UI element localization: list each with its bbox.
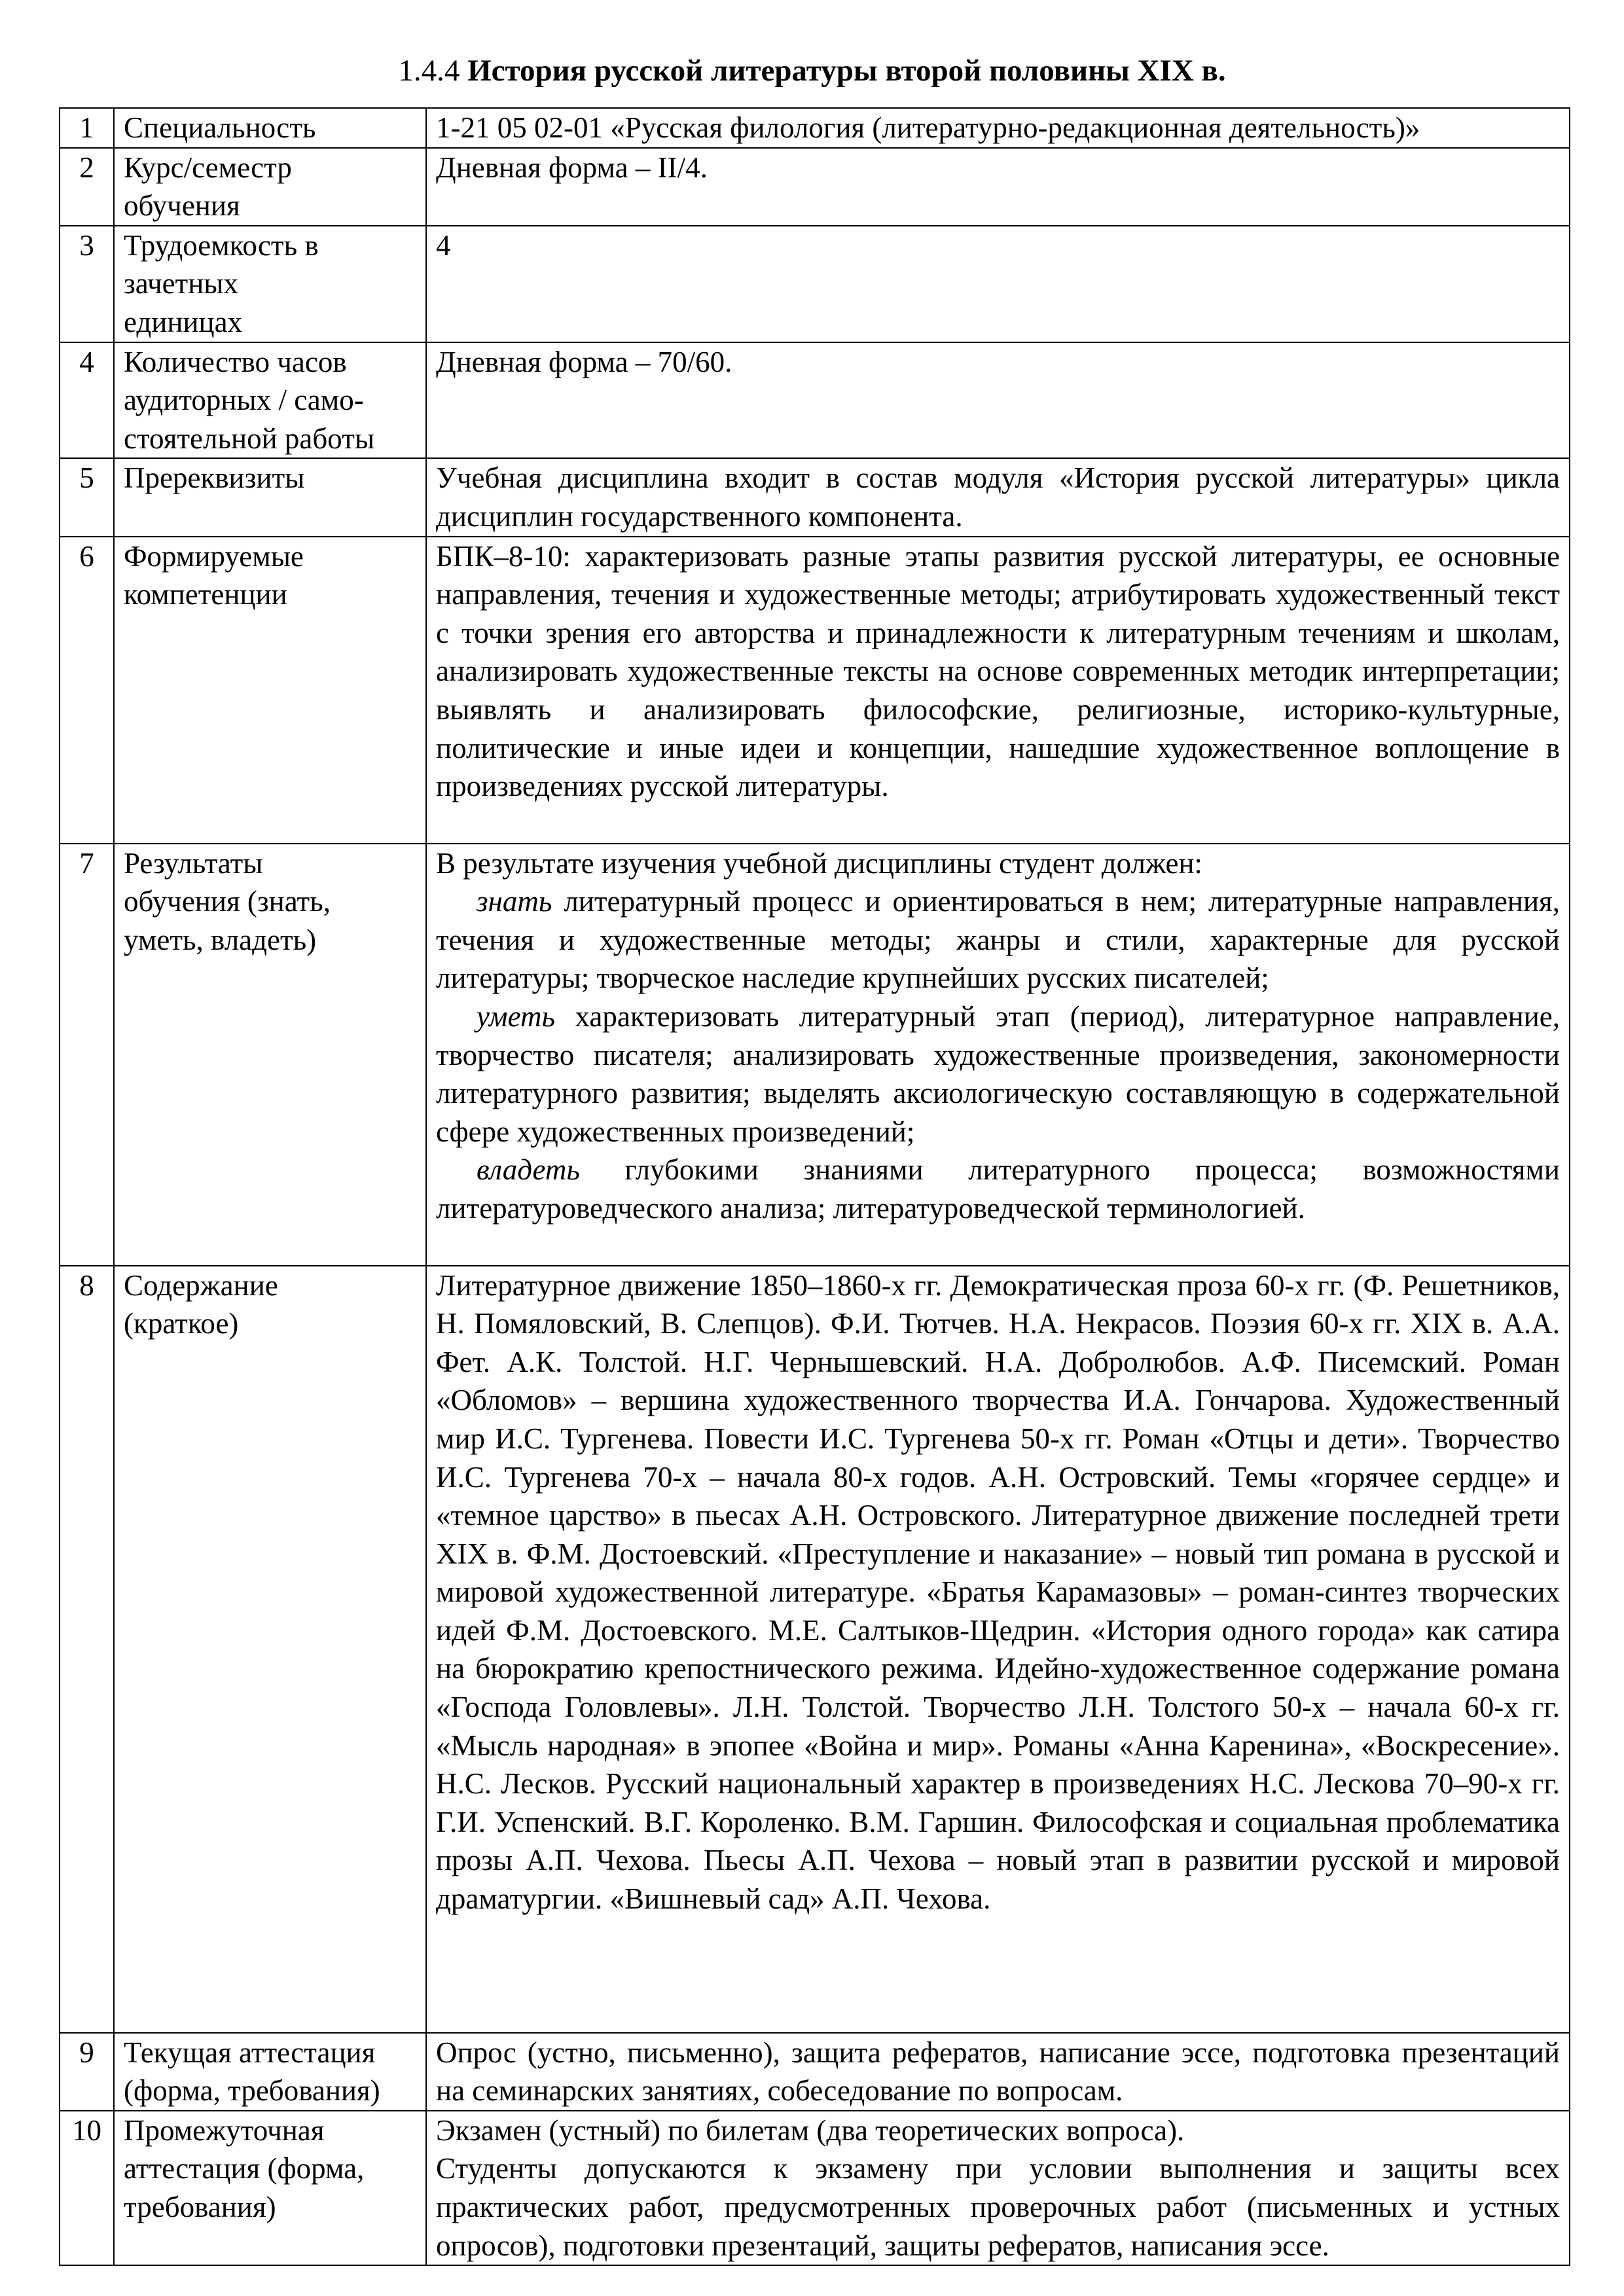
can-text: характеризовать литературный этап (период), литературное направление, творчество писателя; анализировать художественные произведения, закономерности литературного развития; выделять аксиологическую составляющую в содержательной сфере художественных произведений;: [436, 999, 1560, 1148]
row-number: 7: [60, 844, 114, 1266]
results-intro: В результате изучения учебной дисциплины студент должен:: [436, 846, 1203, 880]
row-number: 8: [60, 1266, 114, 2033]
table-row: [60, 1266, 1570, 2033]
row-label: Промежуточная аттестация (форма, требования): [114, 2111, 426, 2265]
row-number: 5: [60, 458, 114, 536]
row-label: Формируемые компетенции: [114, 537, 426, 844]
row-label: Пререквизиты: [114, 458, 426, 536]
table-row: [60, 458, 1570, 536]
row-number: 2: [60, 148, 114, 226]
know-text: литературный процесс и ориентироваться в нем; литературные направления, течения и художественные методы; жанры и стили, характерные для русской литературы; творческое наследие крупнейших русских писателей;: [436, 885, 1560, 995]
row-value: 4: [426, 226, 1570, 342]
row-label: Текущая аттестация (форма, требования): [114, 2033, 426, 2111]
exam-line: Экзамен (устный) по билетам (два теоретических вопроса).: [436, 2113, 1185, 2147]
table-row: [60, 2033, 1570, 2111]
row-value: [426, 844, 1570, 1266]
row-number: 1: [60, 108, 114, 148]
row-number: 10: [60, 2111, 114, 2265]
row-value: Опрос (устно, письменно), защита рефератов, написание эссе, подготовка презентаций на семинарских занятиях, собеседование по вопросам.: [426, 2033, 1570, 2111]
table-row: [60, 148, 1570, 226]
table-row: [60, 342, 1570, 459]
row-number: 4: [60, 342, 114, 459]
row-value: Учебная дисциплина входит в состав модуля «История русской литературы» цикла дисциплин государственного компонента.: [426, 458, 1570, 536]
row-value: 1-21 05 02-01 «Русская филология (литературно-редакционная деятельность)»: [426, 108, 1570, 148]
row-label: Специальность: [114, 108, 426, 148]
own-word: владеть: [477, 1153, 580, 1187]
exam-conditions: Студенты допускаются к экзамену при условии выполнения и защиты всех практических работ, предусмотренных проверочных работ (письменных и устных опросов), подготовки презентаций, защиты рефератов, написания эссе.: [436, 2152, 1560, 2262]
table-row: [60, 226, 1570, 342]
row-number: 3: [60, 226, 114, 342]
row-number: 6: [60, 537, 114, 844]
title-number: 1.4.4: [398, 54, 460, 88]
table-row: [60, 844, 1570, 1266]
row-value: Литературное движение 1850–1860-х гг. Демократическая проза 60-х гг. (Ф. Решетников, Н. Помяловский, В. Слепцов). Ф.И. Тютчев. Н.А. Некрасов. Поэзия 60-х гг. XIX в. А.А. Фет. А.К. Толстой. Н.Г. Чернышевский. Н.А. Добролюбов. А.Ф. Писемский. Роман «Обломов» – вершина художественного творчества И.А. Гончарова. Художественный мир И.С. Тургенева. Повести И.С. Тургенева 50-х гг. Роман «Отцы и дети». Творчество И.С. Тургенева 70-х – начала 80-х годов. А.Н. Островский. Темы «горячее сердце» и «темное царство» в пьесах А.Н. Островского. Литературное движение последней трети XIX в. Ф.М. Достоевский. «Преступление и наказание» – новый тип романа в русской и мировой художественной литературе. «Братья Карамазовы» – роман-синтез творческих идей Ф.М. Достоевского. М.Е. Салтыков-Щедрин. «История одного города» как сатира на бюрократию крепостнического режима. Идейно-художественное содержание романа «Господа Головлевы». Л.Н. Толстой. Творчество Л.Н. Толстого 50-х – начала 60-х гг. «Мысль народная» в эпопее «Война и мир». Романы «Анна Каренина», «Воскресение». Н.С. Лесков. Русский национальный характер в произведениях Н.С. Лескова 70–90-х гг. Г.И. Успенский. В.Г. Короленко. В.М. Гаршин. Философская и социальная проблематика прозы А.П. Чехова. Пьесы А.П. Чехова – новый этап в развитии русской и мировой драматургии. «Вишневый сад» А.П. Чехова.: [426, 1266, 1570, 2033]
row-label: Курс/семестр обучения: [114, 148, 426, 226]
table-row: [60, 108, 1570, 148]
row-value: [426, 2111, 1570, 2265]
table-row: [60, 2111, 1570, 2265]
discipline-table: [59, 107, 1570, 2266]
row-label: Трудоемкость в зачетных единицах: [114, 226, 426, 342]
own-text: глубокими знаниями литературного процесса; возможностями литературоведческого анализа; литературоведческой терминологией.: [436, 1153, 1560, 1225]
results-know: [436, 882, 1560, 997]
results-can: [436, 997, 1560, 1151]
row-label: Содержание (краткое): [114, 1266, 426, 2033]
know-word: знать: [477, 885, 552, 918]
results-own: [436, 1151, 1560, 1227]
row-value: Дневная форма – II/4.: [426, 148, 1570, 226]
row-value: Дневная форма – 70/60.: [426, 342, 1570, 459]
row-label: Количество часов аудиторных / само-стоятельной работы: [114, 342, 426, 459]
page-title: [0, 51, 1624, 90]
can-word: уметь: [477, 999, 555, 1033]
title-text: История русской литературы второй половины XIX в.: [467, 54, 1226, 88]
row-value: БПК–8-10: характеризовать разные этапы развития русской литературы, ее основные направления, течения и художественные методы; атрибутировать художественный текст с точки зрения его авторства и принадлежности к литературным течениям и школам, анализировать художественные тексты на основе современных методик интерпретации; выявлять и анализировать философские, религиозные, историко-культурные, политические и иные идеи и концепции, нашедшие художественное воплощение в произведениях русской литературы.: [426, 537, 1570, 844]
table-row: [60, 537, 1570, 844]
row-number: 9: [60, 2033, 114, 2111]
row-label: Результаты обучения (знать, уметь, владеть): [114, 844, 426, 1266]
